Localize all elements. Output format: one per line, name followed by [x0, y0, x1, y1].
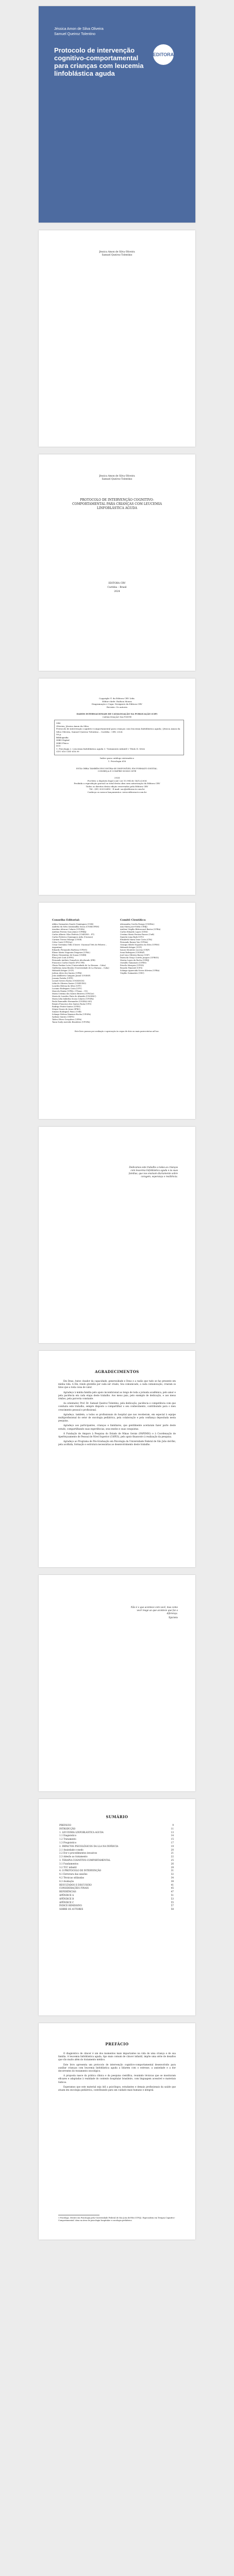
cip-title: DADOS INTERNACIONAIS DE CATALOGAÇÃO NA PUBLICAÇÃO (CIP) — [76, 713, 158, 715]
toc-entry[interactable] — [59, 1884, 174, 1887]
toc-entry-page: 17 — [171, 1841, 174, 1844]
toc-entry-page: 41 — [171, 1883, 174, 1886]
toc-entry-page: 21 — [171, 1852, 174, 1855]
preface-paragraph: Esperamos que este material seja útil a psicólogos, estudantes e demais profissionais da saúde que atuam em oncologia pediátrica, contribuindo para um cuidado mais humano e integral. — [58, 2085, 176, 2092]
toc-entry-label: APÊNDICE B — [59, 1897, 74, 1900]
toc-entry-label: 4.2 Técnicas utilizadas — [59, 1876, 85, 1879]
title-page-authors: Jéssica Amon de Silva Oliveira Samuel Queiroz Tolentino — [99, 475, 135, 481]
toc-entry-page: 47 — [171, 1890, 174, 1893]
toc-entry-label: 4.3 Avaliação — [59, 1879, 74, 1883]
preface-page — [39, 2023, 195, 2240]
authors-block: Jéssica Amon de Silva Oliveira Samuel Queiroz Tolentino — [99, 251, 135, 257]
review-line: Revisão: Os autores — [106, 705, 128, 708]
toc-entry-label: REFERÊNCIAS — [59, 1890, 76, 1893]
dedication-text: Dedicamos este trabalho a todas as crianças com leucemia linfoblástica aguda e às suas famílias, que nos ensinam diariamente sobre coragem, esperança e resiliência. — [128, 1166, 178, 1178]
editorial-council-list: Aldira Guimarães Duarte Domínguez (UNB) Andréia da Silva Quintanilha Sousa (UNIR/UFRN) Anselmo Alencar Colares (UFOPA) Antônio Pereira Gaio Júnior (UFRRJ) Carlos Alberto Vilar Estêvão (UMINHO – PT) Carlos Federico Dominguez Avila (Unieuro) Carmen Tereza Velanga (UNIR) Celso Conti (UFSCar) Cesar Gerónimo Tello (Univer .Nacional Três de Febrero – Argentina) Eduardo Fernandes Barbosa (UFMG) Elione Maria Nogueira Diogenes (UFAL) Elizeu Clementino de Souza (UNEB) Élsio José Corá (UFFS) Fernando Antônio Gonçalves Alcoforado (IPB) Francisco Carlos Duarte (PUC-PR) Gloria Fariñas León (Universidade de La Havana – Cuba) Guillermo Arias Beatón (Universidade de La Havana – Cuba) Helmuth Krüger (UCP) Jailson Alves dos Santos (UFRJ) João Adalberto Campato Junior (UNESP) Josania Portela (UFPI) Leonel Severo Rocha (UNISINOS) Lídia de Oliveira Xavier (UNIEURO) Lourdes Helena da Silva (UFV) Luciano Rodrigues Costa (UFV) Marcelo Paixão (UFRJ e UTexas – US) Maria Cristina dos Santos Bezerra (UFSCar) Maria de Lourdes Pinto de Almeida (UNOESC) Maria Lília Imbiriba Sousa Colares (UFOPA) Paulo Romualdo Hernandes (UNIFAL-MG) Renato Francisco dos Santos Paula (UFG) Rodrigo Pratte-Santos (UFES) Sérgio Nunes de Jesus (IFRO) Simone Rodrigues Pinto (UNB) Solange Helena Ximenes-Rocha (UFOPA) Sydione Santos (UEPG) Tadeu Oliver Gonçalves (UFPA) Tania Suely Azevedo Brasileiro (UFOPA) — [52, 923, 109, 1023]
toc-entry-label: 4. O PROTOCOLO DE INTERVENÇÃO — [59, 1869, 102, 1872]
epigraph-page — [39, 1575, 195, 1791]
toc-entry[interactable] — [59, 1866, 174, 1870]
council-page — [39, 903, 195, 1119]
toc-entry-page: 51 — [171, 1893, 174, 1896]
toc-entry-label: INTRODUÇÃO — [59, 1827, 76, 1830]
preface-title: PREFÁCIO — [105, 2042, 129, 2046]
toc-entry-page: 28 — [171, 1866, 174, 1869]
toc-entry[interactable] — [59, 1904, 174, 1908]
toc-entry-page: 38 — [171, 1879, 174, 1883]
toc-entry-page: 53 — [171, 1897, 174, 1900]
peer-review-note: Este livro passou por avaliação e aprovação às cegas de dois ou mais pareceristas ad hoc. — [74, 1030, 160, 1032]
scientific-committee-title: Comitê Científico: — [120, 919, 146, 922]
authors-page — [39, 230, 195, 447]
toc-entry-label: 2. IMPACTOS PSICOLÓGICOS DA LLA NA INFÂNCIA — [59, 1844, 119, 1848]
design-line: Diagramação e Capa: Designers da Editora CRV — [92, 703, 142, 705]
toc-entry[interactable] — [59, 1849, 174, 1852]
toc-entry[interactable] — [59, 1862, 174, 1866]
toc-entry[interactable] — [59, 1852, 174, 1855]
toc-entry[interactable] — [59, 1880, 174, 1884]
toc-entry[interactable] — [59, 1845, 174, 1849]
toc-entry-label: 1. LEUCEMIA LINFOBLÁSTICA AGUDA — [59, 1831, 104, 1834]
toc-entry[interactable] — [59, 1876, 174, 1880]
ack-paragraph: Em Deus, Autor, doador da capacidade, generosidade e Deus e a razão que tudo se faz presente em minha vida. A Ele, rendo gratidão por cada ser criado, Seu comunicado, a cada comunicação, criaram os fatos que a toda coisa de valor. — [58, 1380, 176, 1389]
epigraph-author: Epicteto — [169, 1616, 178, 1619]
ack-paragraph: Agradeço à minha família pelo apoio incondicional ao longo de toda a jornada acadêmica, pelo amor e pela paciência em cada etapa deste trabalho. Aos meus pais, pelo exemplo de dedicação, e aos meus irmãos, pela parceria constante. — [58, 1391, 176, 1400]
toc-entry[interactable] — [59, 1834, 174, 1838]
rights-block: 2024 Foi feito o depósito legal conf. Lei 10.994 de 14/12/2004 Proibida a reprodução parcial ou total desta obra sem autorização da Editora CRV Todos os direitos desta edição reservados pela Editora CRV Tel.: (41) 3039-6418 - E-mail: sac@editoracrv.com.br Conheça os nossos lançamentos: www.editoracrv.com.br — [74, 776, 160, 793]
toc-entry-page: 22 — [171, 1855, 174, 1858]
summary-title: SUMÁRIO — [106, 1815, 128, 1819]
copyright-line: Copyright © da Editora CRV Ltda. — [99, 697, 135, 700]
ack-paragraph: Agradeço ao Programa de Pós-Graduação em Psicologia da Universidade Federal de São João del-Rei, pela acolhida, formação e estrutura necessárias ao desenvolvimento deste trabalho. — [58, 1440, 176, 1446]
toc-entry-page: 58 — [171, 1908, 174, 1911]
preface-paragraph: O diagnóstico de câncer é um dos momentos mais impactantes na vida de uma criança e de sua família. A leucemia linfoblástica aguda, tipo mais comum de câncer infantil, impõe uma série de desafios que vão muito além do tratamento médico. — [58, 2052, 176, 2061]
summary-page — [39, 1799, 195, 2015]
toc-entry-label: 1.3 Prognóstico — [59, 1841, 77, 1844]
index-body: 1. Psicologia 616 — [108, 760, 126, 762]
cip-record: O48 Oliveira, Jéssica Amon da Silva Protocolo de intervenção cognitivo-comportamental para crianças com leucemia linfoblástica aguda / Jéssica Amon da Silva Oliveira, Samuel Queiroz Tolentino – Curitiba : CRV, 2024. 58 p. Bibliografia ISBN Digital ISBN Físico DOI 1. Psicologia 2. Leucemia linfoblástica aguda 3. Tratamento infantil I. Título II. Série CDU 616 CDD 616.99 — [54, 720, 184, 755]
toc-entry-label: SOBRE OS AUTORES — [59, 1908, 83, 1911]
cover-title: Protocolo de intervenção cognitivo-comportamental para crianças com leucemia linfoblástica aguda — [54, 46, 144, 77]
epigraph-text: Não é o que acontece com você, mas como você reage ao que acontece que faz a diferença. — [130, 1606, 178, 1615]
acknowledgments-page — [39, 1351, 195, 1567]
toc-entry-label: APÊNDICE C — [59, 1901, 74, 1904]
toc-entry[interactable] — [59, 1841, 174, 1845]
toc-entry[interactable] — [59, 1890, 174, 1894]
preface-paragraph: Este livro apresenta um protocolo de intervenção cognitivo-comportamental desenvolvido para auxiliar crianças com leucemia linfoblástica aguda a lidarem com o estresse, a ansiedade e a dor decorrentes do tratamento oncológico. — [58, 2063, 176, 2073]
publisher-logo: EDITORA — [153, 44, 174, 65]
toc-entry-page: 55 — [171, 1901, 174, 1904]
toc-entry[interactable] — [59, 1831, 174, 1835]
index-title: Índice para catálogo sistemático — [99, 757, 134, 759]
toc-entry[interactable] — [59, 1897, 174, 1901]
toc-entry-label: 2.1 Ansiedade e medo — [59, 1848, 83, 1851]
toc-entry-label: 3.2 TCC infantil — [59, 1866, 77, 1869]
toc-entry-label: RESULTADOS E DISCUSSÃO — [59, 1883, 92, 1886]
toc-entry[interactable] — [59, 1838, 174, 1841]
toc-entry[interactable] — [59, 1859, 174, 1862]
ack-paragraph: Agradeço, também, a todos os profissionais do hospital que nos receberam, em especial à equipe multiprofissional do setor de oncologia pediátrica, pela colaboração e pela confiança depositada nesta pesquisa. — [58, 1413, 176, 1422]
toc-entry-page: 31 — [171, 1869, 174, 1872]
toc-entry-label: ÍNDICE REMISSIVO — [59, 1904, 82, 1907]
copyright-page — [39, 679, 195, 895]
toc-entry[interactable] — [59, 1827, 174, 1831]
scientific-committee-list: Alessandra Corrêa Farago (UNIFAL) Ana Maria Jacó-Vilela (UERJ) Antônio Virgílio Bittencourt Bastos (UFBA) Carlos Eduardo Lopes (UEM) Cristina Maria Pereira Passos (UnB) Daniela Lima Bryk (UFC) Elisabeth Maria Sene Costa (CPA) Fernando Ramos Vaz (UFMA) Georgia Sibele Nogueira da Silva (UFRN) Helmuth Krüger (UCP) Isaura Monteiro Lucena (UFJF) Ivani Rodrigues (UNIFAP) José Lino Oliveira Bueno (USP) Maria da Graça Corrêa Jacques (UFRGS) Marisa Lopes da Rocha (UERJ) Oswaldo Yamamoto (UFRN) Priscila Marques (UFGD) Ricardo Pimentel (UFS) Solange Aparecida Neves Silveira (UFBA) Virgílio Guimarães (UEG) — [120, 923, 161, 974]
toc-entry-label: CONSIDERAÇÕES FINAIS — [59, 1887, 89, 1890]
publication-year: 2024 — [114, 590, 120, 593]
toc-entry[interactable] — [59, 1873, 174, 1876]
toc-entry-label: PREFÁCIO — [59, 1824, 71, 1826]
ack-paragraph: Agradeço aos participantes, crianças e familiares, que gentilmente aceitaram fazer parte deste estudo, compartilhando suas experiências, seus medos e suas conquistas. — [58, 1424, 176, 1430]
title-page-title: PROTOCOLO DE INTERVENÇÃO COGNITIVO-COMPORTAMENTAL PARA CRIANÇAS COM LEUCEMIA LINFOBLÁSTICA AGUDA — [72, 498, 162, 510]
toc-entry[interactable] — [59, 1824, 174, 1827]
toc-entry-page: 45 — [171, 1887, 174, 1890]
toc-entry[interactable] — [59, 1887, 174, 1890]
toc-entry-page: 13 — [171, 1831, 174, 1834]
toc-entry[interactable] — [59, 1908, 174, 1911]
ack-paragraph: À Fundação de Amparo à Pesquisa do Estado de Minas Gerais (FAPEMIG) e à Coordenação de Aperfeiçoamento de Pessoal de Nível Superior (CAPES), pelo apoio financeiro à realização da pesquisa. — [58, 1432, 176, 1438]
toc-entry-page: 34 — [171, 1876, 174, 1879]
toc-entry[interactable] — [59, 1869, 174, 1873]
toc-entry-page: 26 — [171, 1862, 174, 1865]
publisher-city: Curitiba – Brasil — [107, 586, 127, 589]
table-of-contents — [59, 1824, 174, 1911]
toc-entry-page: 19 — [171, 1844, 174, 1848]
toc-entry[interactable] — [59, 1855, 174, 1859]
cover-authors: Jéssica Amon de Silva Oliveira Samuel Queiroz Tolentino — [54, 27, 104, 36]
editor-line: Editor-chefe: Railson Moura — [102, 700, 132, 703]
cover-page — [39, 6, 195, 223]
digital-note: ESTA OBRA TAMBÉM ENCONTRA-SE DISPONÍVEL EM FORMATO DIGITAL. CONHEÇA E COMPRE NOSSO SITE — [76, 767, 158, 772]
toc-entry[interactable] — [59, 1894, 174, 1897]
toc-entry-label: 1.1 Diagnóstico — [59, 1834, 77, 1837]
toc-entry-page: 25 — [171, 1858, 174, 1861]
toc-entry-label: APÊNDICE A — [59, 1893, 74, 1896]
toc-entry-label: 3. TERAPIA COGNITIVO-COMPORTAMENTAL — [59, 1858, 111, 1861]
toc-entry-label: 2.2 Dor e procedimentos invasivos — [59, 1852, 97, 1855]
toc-entry-page: 20 — [171, 1848, 174, 1851]
dedication-page — [39, 1127, 195, 1343]
ack-paragraph: Ao orientador, Prof. Dr. Samuel Queiroz Tolentino, pela dedicação, paciência e competência com que conduziu este trabalho, sempre disposto a compartilhar o seu conhecimento, contribuindo para o meu crescimento pessoal e profissional. — [58, 1402, 176, 1411]
acknowledgments-title: AGRADECIMENTOS — [95, 1369, 139, 1374]
toc-entry-page: 14 — [171, 1834, 174, 1837]
preface-paragraph: A proposta nasce da prática clínica e da pesquisa científica, reunindo técnicas que se mostraram eficazes e adaptadas à realidade do contexto hospitalar brasileiro, com linguagem acessível e materiais lúdicos. — [58, 2074, 176, 2083]
toc-entry-label: 3.1 Fundamentos — [59, 1862, 78, 1865]
footnote: 1 Psicóloga. Mestre em Psicologia pela Universidade Federal de São João del-Rei (UFSJ). Especialista em Terapia Cognitivo-Comportamental. Atua na área de psicologia hospitalar e oncologia pediátrica. — [58, 2217, 175, 2222]
title-page — [39, 454, 195, 671]
toc-entry-label: 2.3 Adesão ao tratamento — [59, 1855, 88, 1858]
cip-subtitle: CATALOGAÇÃO NA FONTE — [102, 716, 132, 718]
editorial-council-title: Conselho Editorial: — [52, 919, 80, 922]
toc-entry-label: 1.2 Tratamento — [59, 1838, 76, 1841]
toc-entry-page: 15 — [171, 1838, 174, 1841]
toc-entry-page: 32 — [171, 1873, 174, 1876]
publisher-name: EDITORA CRV — [108, 582, 126, 585]
toc-entry-page: 11 — [171, 1827, 174, 1830]
toc-entry-page: 9 — [172, 1824, 174, 1826]
toc-entry[interactable] — [59, 1901, 174, 1905]
toc-entry-page: 57 — [171, 1904, 174, 1907]
toc-entry-label: 4.1 Estrutura das sessões — [59, 1873, 88, 1876]
